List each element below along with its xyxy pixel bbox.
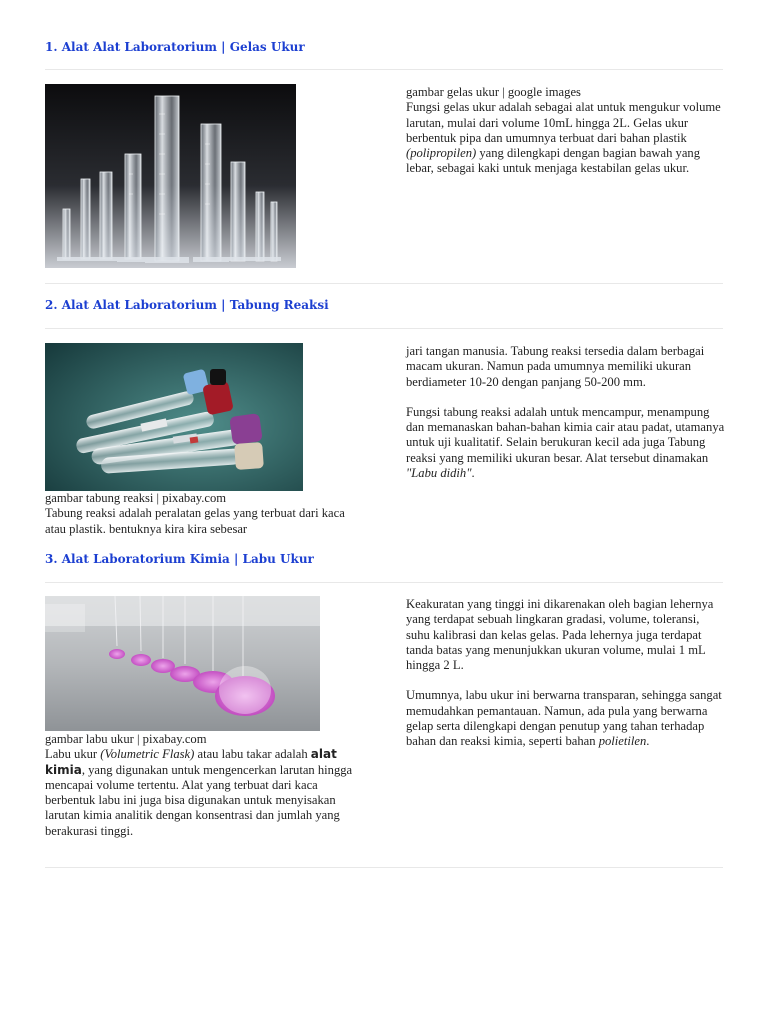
section-1-text bbox=[406, 85, 726, 177]
section-2-paragraph-1: jari tangan manusia. Tabung reaksi tersedia dalam berbagai macam ukuran. Namun pada umumnya memiliki ukuran berdiameter 10-20 dengan panjang 50-200 mm. bbox=[406, 344, 705, 389]
section-2-left-text bbox=[45, 491, 365, 537]
volumetric-flask-photo bbox=[45, 596, 320, 731]
section-2-paragraph-2: Fungsi tabung reaksi adalah untuk mencampur, menampung dan memanaskan bahan-bahan kimia cair atau padat, utamanya untuk uji kualitatif. Selain berukuran kecil ada juga Tabung reaksi yang memiliki ukuran besar. Alat tersebut dinamakan "Labu didih". bbox=[406, 404, 725, 481]
section-2-paragraph-left: Tabung reaksi adalah peralatan gelas yang terbuat dari kaca atau plastik. bentuknya kira kira sebesar bbox=[45, 506, 345, 536]
divider bbox=[45, 69, 723, 70]
section-3-right-text bbox=[406, 597, 726, 750]
divider bbox=[45, 328, 723, 329]
section-3-paragraph-1: Keakuratan yang tinggi ini dikarenakan oleh bagian lehernya yang terdapat sebuah lingkaran gradasi, volume, toleransi, suhu kalibrasi dan kelas gelas. Pada lehernya juga terdapat tanda batas yang menunjukkan ukuran volume, mulai 1 mL hingga 2 L. bbox=[406, 597, 714, 673]
section-3-left-text bbox=[45, 732, 365, 839]
divider bbox=[45, 283, 723, 284]
section-1-paragraph: Fungsi gelas ukur adalah sebagai alat untuk mengukur volume larutan, mulai dari volume 10mL hingga 2L. Gelas ukur berbentuk pipa dan umumnya terbuat dari bahan plastik (polipropilen) yang dilengkapi dengan bagian bawah yang lebar, sebagai kaki untuk menjaga kestabilan gelas ukur. bbox=[406, 100, 721, 176]
test-tube-photo bbox=[45, 343, 303, 491]
image-caption: gambar labu ukur | pixabay.com bbox=[45, 732, 207, 746]
section-3-paragraph-2: Umumnya, labu ukur ini berwarna transparan, sehingga sangat memudahkan pemantauan. Namun, ada pula yang berwarna gelap serta dilengkapi dengan penutup yang tahan terhadap bahan dan reaksi kimia, seperti bahan polietilen. bbox=[406, 688, 722, 749]
divider bbox=[45, 867, 723, 868]
image-caption: gambar tabung reaksi | pixabay.com bbox=[45, 491, 227, 505]
section-2-right-text bbox=[406, 344, 726, 481]
section-1-title: 1. Alat Alat Laboratorium | Gelas Ukur bbox=[45, 40, 305, 54]
section-3-title: 3. Alat Laboratorium Kimia | Labu Ukur bbox=[45, 552, 314, 566]
graduated-cylinder-photo bbox=[45, 84, 296, 268]
section-3-paragraph-left: Labu ukur (Volumetric Flask) atau labu takar adalah alat kimia, yang digunakan untuk mengencerkan larutan hingga mencapai volume tertentu. Alat yang terbuat dari kaca berbentuk labu ini juga bisa digunakan untuk menyisakan larutan kimia analitik dengan konsentrasi dan jumlah yang berakurasi tinggi. bbox=[45, 747, 353, 838]
section-2-title: 2. Alat Alat Laboratorium | Tabung Reaksi bbox=[45, 298, 329, 312]
image-caption: gambar gelas ukur | google images bbox=[406, 85, 581, 99]
divider bbox=[45, 582, 723, 583]
